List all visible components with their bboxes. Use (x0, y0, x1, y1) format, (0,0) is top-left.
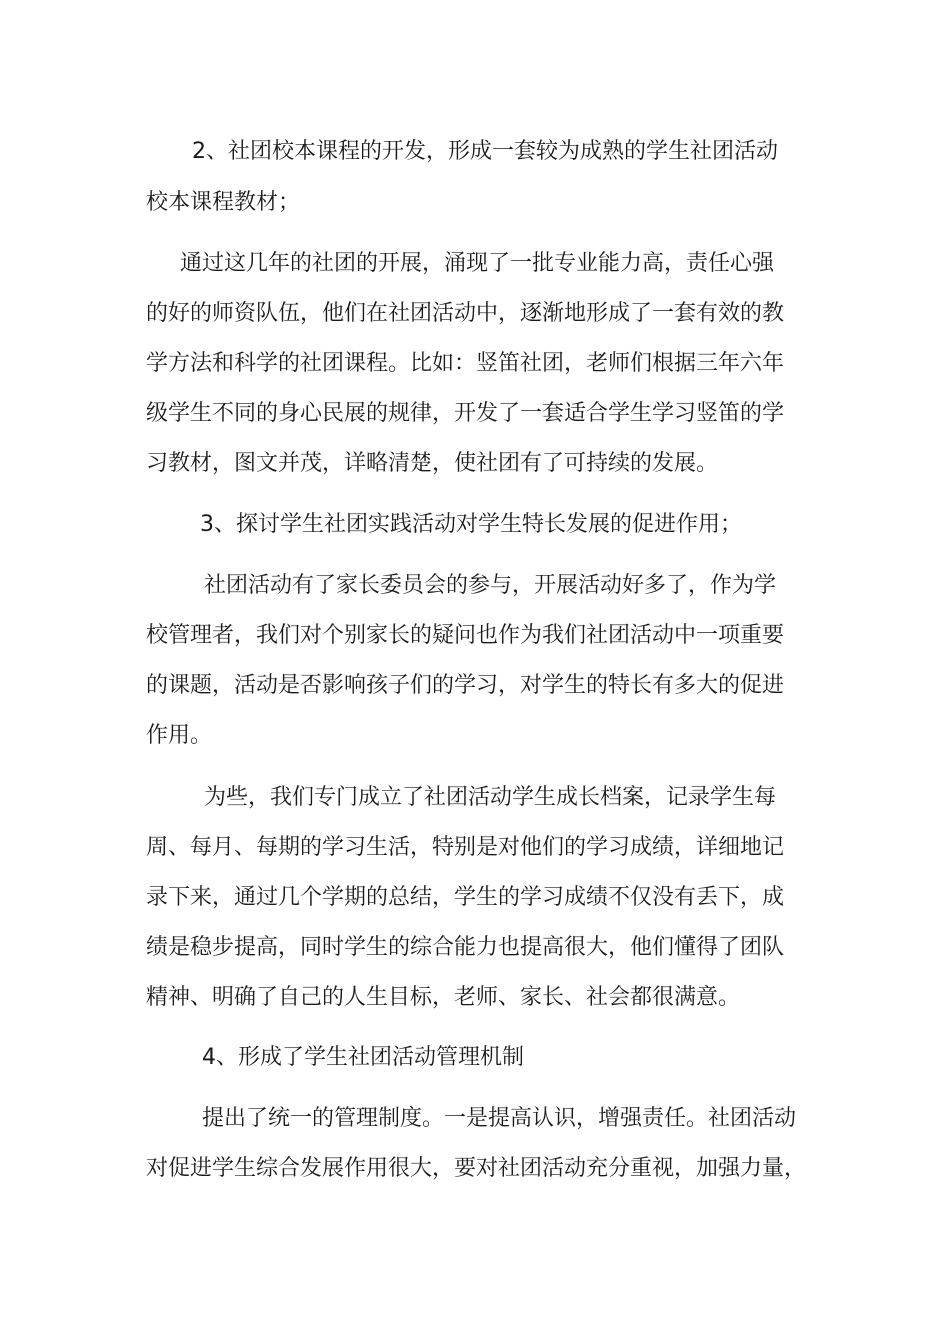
paragraph-3-line-2: 周、每月、每期的学习生活，特别是对他们的学习成绩，详细地记 (146, 835, 785, 860)
paragraph-1-line-1: 通过这几年的社团的开展，涌现了一批专业能力高，责任心强 (180, 251, 775, 276)
paragraph-1-line-3: 学方法和科学的社团课程。比如：竖笛社团，老师们根据三年六年 (146, 351, 785, 376)
paragraph-1-line-5: 习教材，图文并茂，详略清楚，使社团有了可持续的发展。 (146, 451, 719, 476)
paragraph-3-line-4: 绩是稳步提高，同时学生的综合能力也提高很大，他们懂得了团队 (146, 935, 785, 960)
heading-item-2-line-2: 校本课程教材； (146, 190, 301, 215)
paragraph-3-line-3: 录下来，通过几个学期的总结，学生的学习成绩不仅没有丢下，成 (146, 885, 785, 910)
paragraph-3-line-1: 为些，我们专门成立了社团活动学生成长档案，记录学生每 (204, 785, 777, 810)
heading-item-2-line-1: 2、社团校本课程的开发，形成一套较为成熟的学生社团活动 (192, 139, 778, 164)
paragraph-1-line-4: 级学生不同的身心民展的规律，开发了一套适合学生学习竖笛的学 (146, 401, 785, 426)
heading-item-3: 3、探讨学生社团实践活动对学生特长发展的促进作用； (200, 512, 742, 537)
paragraph-2-line-4: 作用。 (146, 723, 213, 748)
paragraph-1-line-2: 的好的师资队伍，他们在社团活动中，逐渐地形成了一套有效的教 (146, 301, 785, 326)
paragraph-4-line-1: 提出了统一的管理制度。一是提高认识，增强责任。社团活动 (202, 1106, 797, 1131)
paragraph-2-line-1: 社团活动有了家长委员会的参与，开展活动好多了，作为学 (204, 573, 777, 598)
heading-item-4: 4、形成了学生社团活动管理机制 (202, 1045, 524, 1070)
paragraph-2-line-3: 的课题，活动是否影响孩子们的学习，对学生的特长有多大的促进 (146, 673, 785, 698)
paragraph-4-line-2: 对促进学生综合发展作用很大，要对社团活动充分重视，加强力量， (146, 1156, 807, 1181)
paragraph-3-line-5: 精神、明确了自己的人生目标，老师、家长、社会都很满意。 (146, 985, 741, 1010)
paragraph-2-line-2: 校管理者，我们对个别家长的疑问也作为我们社团活动中一项重要 (146, 623, 785, 648)
